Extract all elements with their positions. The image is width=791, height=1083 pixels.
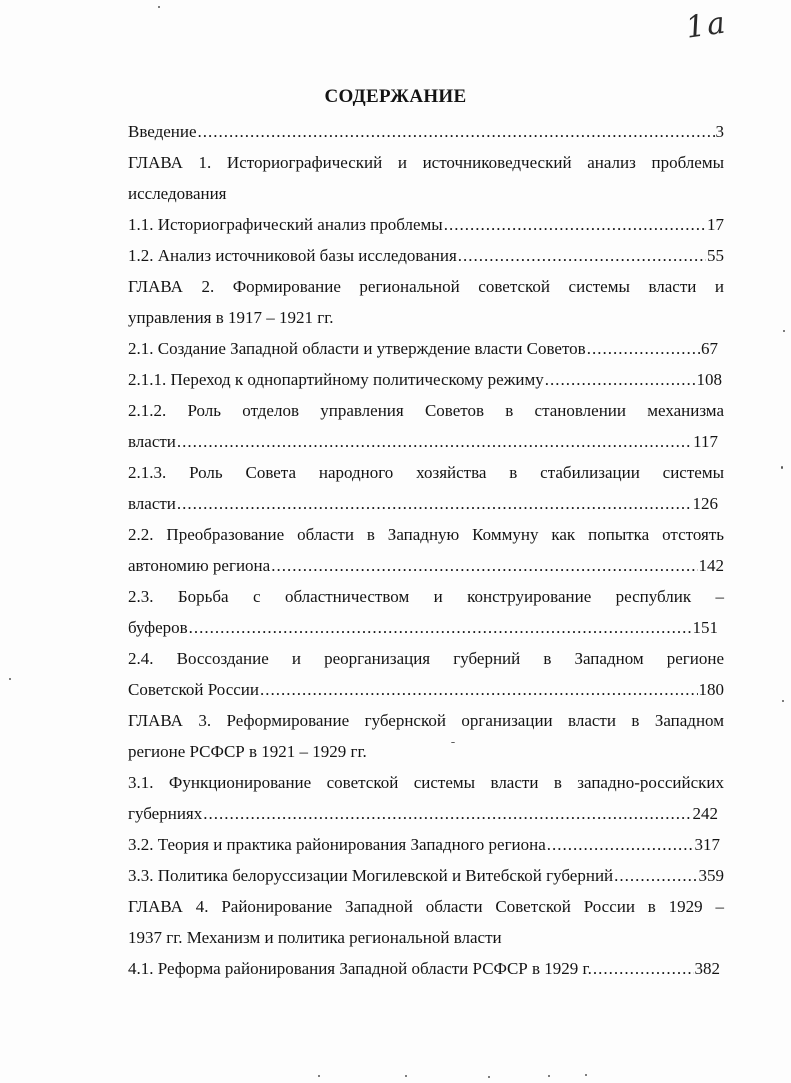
scan-speck xyxy=(158,6,160,8)
toc-entry-title-continuation: буферов xyxy=(128,618,188,637)
toc-entry-title: Введение xyxy=(128,122,197,141)
toc-entry-3-1[interactable] xyxy=(128,767,724,829)
toc-page-number: 126 xyxy=(692,494,718,513)
toc-page-number: 55 xyxy=(707,246,724,265)
toc-page-number: 317 xyxy=(694,835,720,854)
toc-chapter-3[interactable] xyxy=(128,705,724,767)
toc-chapter-2[interactable] xyxy=(128,271,724,333)
toc-page-number: 180 xyxy=(698,680,724,699)
dot-leader xyxy=(587,333,700,364)
scan-speck xyxy=(783,330,785,332)
toc-entry-2-1-1[interactable] xyxy=(128,364,724,395)
dot-leader xyxy=(444,209,706,240)
dot-leader xyxy=(614,860,697,891)
dot-leader xyxy=(198,116,715,147)
toc-entry-title: 4.1. Реформа районирования Западной области РСФСР в 1929 г. xyxy=(128,959,592,978)
toc-entry-2-4[interactable] xyxy=(128,643,724,705)
toc-chapter-1[interactable] xyxy=(128,147,724,209)
toc-entry-title: 3.3. Политика белоруссизации Могилевской и Витебской губерний xyxy=(128,866,614,885)
scan-speck xyxy=(585,1074,587,1076)
toc-entry-title-continuation: регионе РСФСР в 1921 – 1929 гг. xyxy=(128,742,367,761)
toc-entry-title: 2.1. Создание Западной области и утверждение власти Советов xyxy=(128,339,586,358)
toc-entry-title-continuation: исследования xyxy=(128,184,227,203)
dot-leader xyxy=(177,426,692,457)
toc-entry-title: 1.1. Историографический анализ проблемы xyxy=(128,215,443,234)
dot-leader xyxy=(593,953,694,984)
toc-page-number: 117 xyxy=(693,432,718,451)
dot-leader xyxy=(271,550,697,581)
toc-entry-2-1-3[interactable] xyxy=(128,457,724,519)
toc-entry-introduction[interactable] xyxy=(128,116,724,147)
toc-entry-title: 1.2. Анализ источниковой базы исследования xyxy=(128,246,457,265)
toc-entry-title-continuation: губерниях xyxy=(128,804,203,823)
toc-entry-title: ГЛАВА 2. Формирование региональной советской системы власти и xyxy=(128,277,724,296)
table-of-contents xyxy=(128,116,724,984)
toc-page-number: 3 xyxy=(715,122,724,141)
toc-entry-title-continuation: власти xyxy=(128,494,176,513)
toc-page-number: 382 xyxy=(694,959,720,978)
toc-entry-title-continuation: 1937 гг. Механизм и политика региональной власти xyxy=(128,928,502,947)
scan-speck xyxy=(782,700,784,702)
toc-entry-title: 2.3. Борьба с областничеством и конструирование республик – xyxy=(128,587,724,606)
scan-speck xyxy=(318,1075,320,1077)
toc-entry-title: ГЛАВА 4. Районирование Западной области Советской России в 1929 – xyxy=(128,897,724,916)
toc-page-number: 142 xyxy=(698,556,724,575)
dot-leader xyxy=(458,240,706,271)
toc-page-number: 108 xyxy=(696,370,722,389)
scan-speck xyxy=(548,1075,550,1077)
toc-entry-title: 2.2. Преобразование области в Западную Коммуну как попытка отстоять xyxy=(128,525,724,544)
toc-entry-title: ГЛАВА 1. Историографический и источниковедческий анализ проблемы xyxy=(128,153,724,172)
dot-leader xyxy=(260,674,698,705)
toc-page-number: 67 xyxy=(701,339,718,358)
dot-leader xyxy=(547,829,694,860)
toc-page-number: 242 xyxy=(692,804,718,823)
dot-leader xyxy=(203,798,691,829)
toc-entry-4-1[interactable] xyxy=(128,953,724,984)
toc-entry-2-3[interactable] xyxy=(128,581,724,643)
toc-entry-title: 2.1.2. Роль отделов управления Советов в становлении механизма xyxy=(128,401,724,420)
handwritten-page-note: 1a xyxy=(683,5,730,46)
page-title: СОДЕРЖАНИЕ xyxy=(324,86,467,107)
toc-page-number: 359 xyxy=(698,866,724,885)
toc-entry-title: 3.2. Теория и практика районирования Западного региона xyxy=(128,835,546,854)
scan-speck xyxy=(405,1075,407,1077)
toc-page-number: 151 xyxy=(692,618,718,637)
dot-leader xyxy=(189,612,692,643)
scan-speck xyxy=(9,678,11,680)
toc-entry-2-1[interactable] xyxy=(128,333,724,364)
toc-entry-title-continuation: Советской России xyxy=(128,680,259,699)
toc-chapter-4[interactable] xyxy=(128,891,724,953)
toc-entry-title: 2.1.1. Переход к однопартийному политическому режиму xyxy=(128,370,544,389)
dot-leader xyxy=(177,488,692,519)
toc-entry-3-2[interactable] xyxy=(128,829,724,860)
toc-entry-2-1-2[interactable] xyxy=(128,395,724,457)
toc-entry-3-3[interactable] xyxy=(128,860,724,891)
toc-entry-1-2[interactable] xyxy=(128,240,724,271)
toc-entry-title: ГЛАВА 3. Реформирование губернской организации власти в Западном xyxy=(128,711,724,730)
scan-speck xyxy=(488,1076,490,1078)
scan-speck xyxy=(781,466,783,469)
dot-leader xyxy=(545,364,696,395)
toc-page-number: 17 xyxy=(707,215,724,234)
scan-speck xyxy=(451,742,455,743)
toc-entry-title: 2.1.3. Роль Совета народного хозяйства в стабилизации системы xyxy=(128,463,724,482)
toc-entry-title: 3.1. Функционирование советской системы власти в западно-российских xyxy=(128,773,724,792)
toc-entry-title-continuation: управления в 1917 – 1921 гг. xyxy=(128,308,334,327)
toc-entry-title-continuation: автономию региона xyxy=(128,556,271,575)
toc-entry-title: 2.4. Воссоздание и реорганизация губерний в Западном регионе xyxy=(128,649,724,668)
toc-entry-title-continuation: власти xyxy=(128,432,176,451)
toc-entry-1-1[interactable] xyxy=(128,209,724,240)
toc-entry-2-2[interactable] xyxy=(128,519,724,581)
